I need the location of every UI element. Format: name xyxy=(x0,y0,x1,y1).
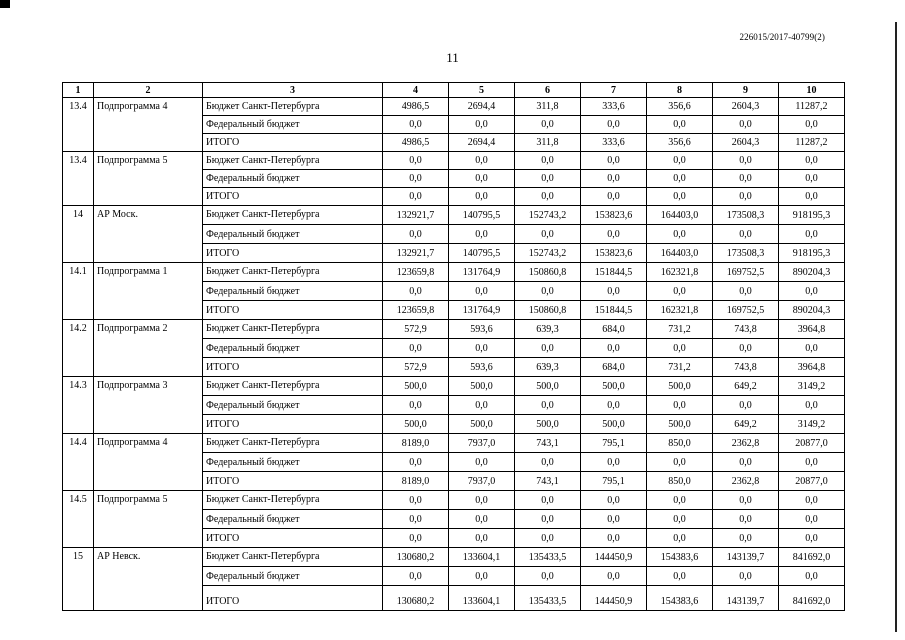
value-cell: 890204,3 xyxy=(779,301,845,320)
value-cell: 3964,8 xyxy=(779,320,845,339)
column-header: 6 xyxy=(515,83,581,98)
value-cell: 684,0 xyxy=(581,320,647,339)
value-cell: 0,0 xyxy=(383,567,449,586)
scan-corner-mark xyxy=(0,0,10,8)
funding-source: ИТОГО xyxy=(203,472,383,491)
value-cell: 130680,2 xyxy=(383,586,449,611)
value-cell: 20877,0 xyxy=(779,472,845,491)
value-cell: 0,0 xyxy=(581,491,647,510)
funding-source: ИТОГО xyxy=(203,529,383,548)
value-cell: 500,0 xyxy=(515,377,581,396)
value-cell: 152743,2 xyxy=(515,206,581,225)
value-cell: 8189,0 xyxy=(383,472,449,491)
value-cell: 572,9 xyxy=(383,358,449,377)
value-cell: 0,0 xyxy=(449,453,515,472)
value-cell: 0,0 xyxy=(515,510,581,529)
value-cell: 0,0 xyxy=(515,529,581,548)
value-cell: 841692,0 xyxy=(779,548,845,567)
value-cell: 0,0 xyxy=(383,188,449,206)
value-cell: 150860,8 xyxy=(515,263,581,282)
value-cell: 7937,0 xyxy=(449,434,515,453)
value-cell: 0,0 xyxy=(515,225,581,244)
row-code: 14.5 xyxy=(63,491,94,548)
funding-source: Бюджет Санкт-Петербурга xyxy=(203,206,383,225)
value-cell: 0,0 xyxy=(779,510,845,529)
value-cell: 500,0 xyxy=(647,377,713,396)
funding-source: Федеральный бюджет xyxy=(203,170,383,188)
value-cell: 500,0 xyxy=(383,377,449,396)
funding-source: Бюджет Санкт-Петербурга xyxy=(203,263,383,282)
value-cell: 0,0 xyxy=(581,188,647,206)
value-cell: 164403,0 xyxy=(647,206,713,225)
value-cell: 841692,0 xyxy=(779,586,845,611)
value-cell: 169752,5 xyxy=(713,301,779,320)
value-cell: 0,0 xyxy=(581,529,647,548)
value-cell: 500,0 xyxy=(581,415,647,434)
value-cell: 0,0 xyxy=(779,225,845,244)
value-cell: 135433,5 xyxy=(515,586,581,611)
funding-source: ИТОГО xyxy=(203,244,383,263)
value-cell: 0,0 xyxy=(647,453,713,472)
value-cell: 0,0 xyxy=(647,225,713,244)
value-cell: 2604,3 xyxy=(713,134,779,152)
value-cell: 0,0 xyxy=(779,339,845,358)
program-name: АР Моск. xyxy=(94,206,203,263)
value-cell: 0,0 xyxy=(713,339,779,358)
value-cell: 0,0 xyxy=(647,567,713,586)
value-cell: 918195,3 xyxy=(779,244,845,263)
value-cell: 153823,6 xyxy=(581,244,647,263)
row-code: 14.2 xyxy=(63,320,94,377)
program-name: Подпрограмма 5 xyxy=(94,152,203,206)
value-cell: 140795,5 xyxy=(449,244,515,263)
value-cell: 743,8 xyxy=(713,358,779,377)
value-cell: 0,0 xyxy=(383,339,449,358)
value-cell: 152743,2 xyxy=(515,244,581,263)
value-cell: 0,0 xyxy=(383,152,449,170)
value-cell: 0,0 xyxy=(713,396,779,415)
scan-edge-line xyxy=(895,22,897,632)
value-cell: 132921,7 xyxy=(383,244,449,263)
value-cell: 0,0 xyxy=(581,170,647,188)
value-cell: 639,3 xyxy=(515,358,581,377)
value-cell: 0,0 xyxy=(713,225,779,244)
value-cell: 572,9 xyxy=(383,320,449,339)
value-cell: 0,0 xyxy=(713,116,779,134)
value-cell: 0,0 xyxy=(515,152,581,170)
value-cell: 4986,5 xyxy=(383,98,449,116)
value-cell: 173508,3 xyxy=(713,206,779,225)
row-code: 13.4 xyxy=(63,152,94,206)
value-cell: 0,0 xyxy=(581,339,647,358)
funding-source: Федеральный бюджет xyxy=(203,510,383,529)
value-cell: 0,0 xyxy=(581,510,647,529)
value-cell: 20877,0 xyxy=(779,434,845,453)
value-cell: 0,0 xyxy=(383,396,449,415)
value-cell: 11287,2 xyxy=(779,134,845,152)
value-cell: 0,0 xyxy=(515,567,581,586)
value-cell: 0,0 xyxy=(383,282,449,301)
value-cell: 4986,5 xyxy=(383,134,449,152)
funding-source: ИТОГО xyxy=(203,586,383,611)
value-cell: 0,0 xyxy=(581,282,647,301)
value-cell: 795,1 xyxy=(581,434,647,453)
funding-source: Бюджет Санкт-Петербурга xyxy=(203,434,383,453)
value-cell: 0,0 xyxy=(647,282,713,301)
column-header: 2 xyxy=(94,83,203,98)
funding-source: Федеральный бюджет xyxy=(203,282,383,301)
value-cell: 0,0 xyxy=(449,225,515,244)
value-cell: 593,6 xyxy=(449,358,515,377)
value-cell: 133604,1 xyxy=(449,586,515,611)
value-cell: 169752,5 xyxy=(713,263,779,282)
value-cell: 130680,2 xyxy=(383,548,449,567)
value-cell: 0,0 xyxy=(515,491,581,510)
row-code: 13.4 xyxy=(63,98,94,152)
value-cell: 0,0 xyxy=(647,510,713,529)
program-name: Подпрограмма 1 xyxy=(94,263,203,320)
value-cell: 123659,8 xyxy=(383,301,449,320)
value-cell: 131764,9 xyxy=(449,263,515,282)
value-cell: 0,0 xyxy=(515,282,581,301)
value-cell: 143139,7 xyxy=(713,586,779,611)
value-cell: 918195,3 xyxy=(779,206,845,225)
column-header: 7 xyxy=(581,83,647,98)
value-cell: 743,8 xyxy=(713,320,779,339)
table-row xyxy=(63,152,845,170)
value-cell: 8189,0 xyxy=(383,434,449,453)
value-cell: 850,0 xyxy=(647,434,713,453)
column-header: 3 xyxy=(203,83,383,98)
value-cell: 0,0 xyxy=(581,152,647,170)
value-cell: 356,6 xyxy=(647,134,713,152)
table-row xyxy=(63,491,845,510)
value-cell: 0,0 xyxy=(779,567,845,586)
value-cell: 3964,8 xyxy=(779,358,845,377)
value-cell: 0,0 xyxy=(713,152,779,170)
value-cell: 0,0 xyxy=(449,510,515,529)
value-cell: 500,0 xyxy=(515,415,581,434)
value-cell: 153823,6 xyxy=(581,206,647,225)
value-cell: 151844,5 xyxy=(581,301,647,320)
funding-source: Федеральный бюджет xyxy=(203,396,383,415)
program-name: Подпрограмма 5 xyxy=(94,491,203,548)
document-id: 226015/2017-40799(2) xyxy=(739,32,825,42)
funding-source: Бюджет Санкт-Петербурга xyxy=(203,491,383,510)
value-cell: 0,0 xyxy=(449,396,515,415)
value-cell: 795,1 xyxy=(581,472,647,491)
value-cell: 132921,7 xyxy=(383,206,449,225)
value-cell: 131764,9 xyxy=(449,301,515,320)
value-cell: 333,6 xyxy=(581,98,647,116)
value-cell: 0,0 xyxy=(449,170,515,188)
funding-source: Федеральный бюджет xyxy=(203,116,383,134)
value-cell: 0,0 xyxy=(713,188,779,206)
column-header: 5 xyxy=(449,83,515,98)
value-cell: 0,0 xyxy=(779,170,845,188)
funding-source: ИТОГО xyxy=(203,134,383,152)
value-cell: 500,0 xyxy=(449,415,515,434)
funding-source: Бюджет Санкт-Петербурга xyxy=(203,98,383,116)
value-cell: 173508,3 xyxy=(713,244,779,263)
page-number: 11 xyxy=(446,50,459,65)
value-cell: 311,8 xyxy=(515,134,581,152)
value-cell: 0,0 xyxy=(713,529,779,548)
value-cell: 0,0 xyxy=(515,116,581,134)
value-cell: 731,2 xyxy=(647,358,713,377)
value-cell: 0,0 xyxy=(647,152,713,170)
value-cell: 150860,8 xyxy=(515,301,581,320)
funding-source: Бюджет Санкт-Петербурга xyxy=(203,320,383,339)
value-cell: 0,0 xyxy=(449,339,515,358)
value-cell: 0,0 xyxy=(515,453,581,472)
value-cell: 0,0 xyxy=(449,282,515,301)
value-cell: 7937,0 xyxy=(449,472,515,491)
funding-source: Бюджет Санкт-Петербурга xyxy=(203,377,383,396)
value-cell: 311,8 xyxy=(515,98,581,116)
table-row xyxy=(63,377,845,396)
table-row xyxy=(63,434,845,453)
value-cell: 0,0 xyxy=(581,453,647,472)
value-cell: 140795,5 xyxy=(449,206,515,225)
column-header: 4 xyxy=(383,83,449,98)
value-cell: 500,0 xyxy=(383,415,449,434)
table-row xyxy=(63,548,845,567)
value-cell: 0,0 xyxy=(779,529,845,548)
table-row xyxy=(63,98,845,116)
value-cell: 0,0 xyxy=(647,116,713,134)
value-cell: 356,6 xyxy=(647,98,713,116)
value-cell: 143139,7 xyxy=(713,548,779,567)
value-cell: 0,0 xyxy=(383,116,449,134)
value-cell: 0,0 xyxy=(779,453,845,472)
funding-source: Федеральный бюджет xyxy=(203,225,383,244)
funding-source: ИТОГО xyxy=(203,358,383,377)
table-row xyxy=(63,320,845,339)
value-cell: 743,1 xyxy=(515,434,581,453)
value-cell: 0,0 xyxy=(779,116,845,134)
value-cell: 0,0 xyxy=(449,529,515,548)
value-cell: 500,0 xyxy=(647,415,713,434)
funding-source: ИТОГО xyxy=(203,415,383,434)
funding-source: Федеральный бюджет xyxy=(203,567,383,586)
value-cell: 0,0 xyxy=(581,396,647,415)
value-cell: 2362,8 xyxy=(713,472,779,491)
table-header-row xyxy=(63,83,845,98)
value-cell: 0,0 xyxy=(647,188,713,206)
value-cell: 0,0 xyxy=(383,510,449,529)
table-row xyxy=(63,263,845,282)
program-name: Подпрограмма 2 xyxy=(94,320,203,377)
value-cell: 0,0 xyxy=(449,152,515,170)
funding-source: Федеральный бюджет xyxy=(203,453,383,472)
value-cell: 500,0 xyxy=(449,377,515,396)
value-cell: 0,0 xyxy=(713,170,779,188)
value-cell: 0,0 xyxy=(449,567,515,586)
value-cell: 0,0 xyxy=(779,282,845,301)
program-name: АР Невск. xyxy=(94,548,203,611)
value-cell: 2362,8 xyxy=(713,434,779,453)
value-cell: 144450,9 xyxy=(581,586,647,611)
value-cell: 0,0 xyxy=(779,188,845,206)
value-cell: 2604,3 xyxy=(713,98,779,116)
value-cell: 0,0 xyxy=(383,529,449,548)
value-cell: 0,0 xyxy=(713,453,779,472)
row-code: 14.3 xyxy=(63,377,94,434)
value-cell: 0,0 xyxy=(449,188,515,206)
value-cell: 743,1 xyxy=(515,472,581,491)
value-cell: 123659,8 xyxy=(383,263,449,282)
value-cell: 11287,2 xyxy=(779,98,845,116)
value-cell: 162321,8 xyxy=(647,301,713,320)
value-cell: 3149,2 xyxy=(779,377,845,396)
column-header: 10 xyxy=(779,83,845,98)
value-cell: 3149,2 xyxy=(779,415,845,434)
funding-source: Бюджет Санкт-Петербурга xyxy=(203,548,383,567)
value-cell: 0,0 xyxy=(647,396,713,415)
value-cell: 0,0 xyxy=(713,282,779,301)
value-cell: 0,0 xyxy=(647,339,713,358)
value-cell: 639,3 xyxy=(515,320,581,339)
value-cell: 0,0 xyxy=(713,567,779,586)
value-cell: 0,0 xyxy=(713,510,779,529)
program-name: Подпрограмма 4 xyxy=(94,98,203,152)
value-cell: 0,0 xyxy=(647,170,713,188)
value-cell: 731,2 xyxy=(647,320,713,339)
value-cell: 135433,5 xyxy=(515,548,581,567)
value-cell: 0,0 xyxy=(383,225,449,244)
column-header: 1 xyxy=(63,83,94,98)
row-code: 14.1 xyxy=(63,263,94,320)
value-cell: 0,0 xyxy=(779,152,845,170)
value-cell: 684,0 xyxy=(581,358,647,377)
budget-table xyxy=(62,82,845,611)
value-cell: 154383,6 xyxy=(647,586,713,611)
value-cell: 500,0 xyxy=(581,377,647,396)
value-cell: 2694,4 xyxy=(449,134,515,152)
column-header: 9 xyxy=(713,83,779,98)
value-cell: 890204,3 xyxy=(779,263,845,282)
value-cell: 0,0 xyxy=(647,491,713,510)
value-cell: 0,0 xyxy=(581,567,647,586)
funding-source: Федеральный бюджет xyxy=(203,339,383,358)
value-cell: 649,2 xyxy=(713,377,779,396)
funding-source: ИТОГО xyxy=(203,188,383,206)
value-cell: 0,0 xyxy=(449,116,515,134)
value-cell: 0,0 xyxy=(515,339,581,358)
value-cell: 0,0 xyxy=(779,396,845,415)
column-header: 8 xyxy=(647,83,713,98)
value-cell: 164403,0 xyxy=(647,244,713,263)
value-cell: 0,0 xyxy=(713,491,779,510)
value-cell: 0,0 xyxy=(515,188,581,206)
funding-source: ИТОГО xyxy=(203,301,383,320)
value-cell: 0,0 xyxy=(383,491,449,510)
value-cell: 144450,9 xyxy=(581,548,647,567)
program-name: Подпрограмма 3 xyxy=(94,377,203,434)
value-cell: 0,0 xyxy=(383,453,449,472)
row-code: 15 xyxy=(63,548,94,611)
funding-source: Бюджет Санкт-Петербурга xyxy=(203,152,383,170)
value-cell: 649,2 xyxy=(713,415,779,434)
row-code: 14 xyxy=(63,206,94,263)
value-cell: 0,0 xyxy=(647,529,713,548)
value-cell: 593,6 xyxy=(449,320,515,339)
value-cell: 850,0 xyxy=(647,472,713,491)
value-cell: 133604,1 xyxy=(449,548,515,567)
value-cell: 0,0 xyxy=(383,170,449,188)
table-row xyxy=(63,206,845,225)
value-cell: 0,0 xyxy=(779,491,845,510)
value-cell: 162321,8 xyxy=(647,263,713,282)
value-cell: 151844,5 xyxy=(581,263,647,282)
value-cell: 154383,6 xyxy=(647,548,713,567)
value-cell: 333,6 xyxy=(581,134,647,152)
value-cell: 0,0 xyxy=(515,396,581,415)
value-cell: 0,0 xyxy=(581,116,647,134)
value-cell: 0,0 xyxy=(449,491,515,510)
row-code: 14.4 xyxy=(63,434,94,491)
value-cell: 0,0 xyxy=(515,170,581,188)
value-cell: 2694,4 xyxy=(449,98,515,116)
value-cell: 0,0 xyxy=(581,225,647,244)
table-body xyxy=(63,98,845,611)
program-name: Подпрограмма 4 xyxy=(94,434,203,491)
